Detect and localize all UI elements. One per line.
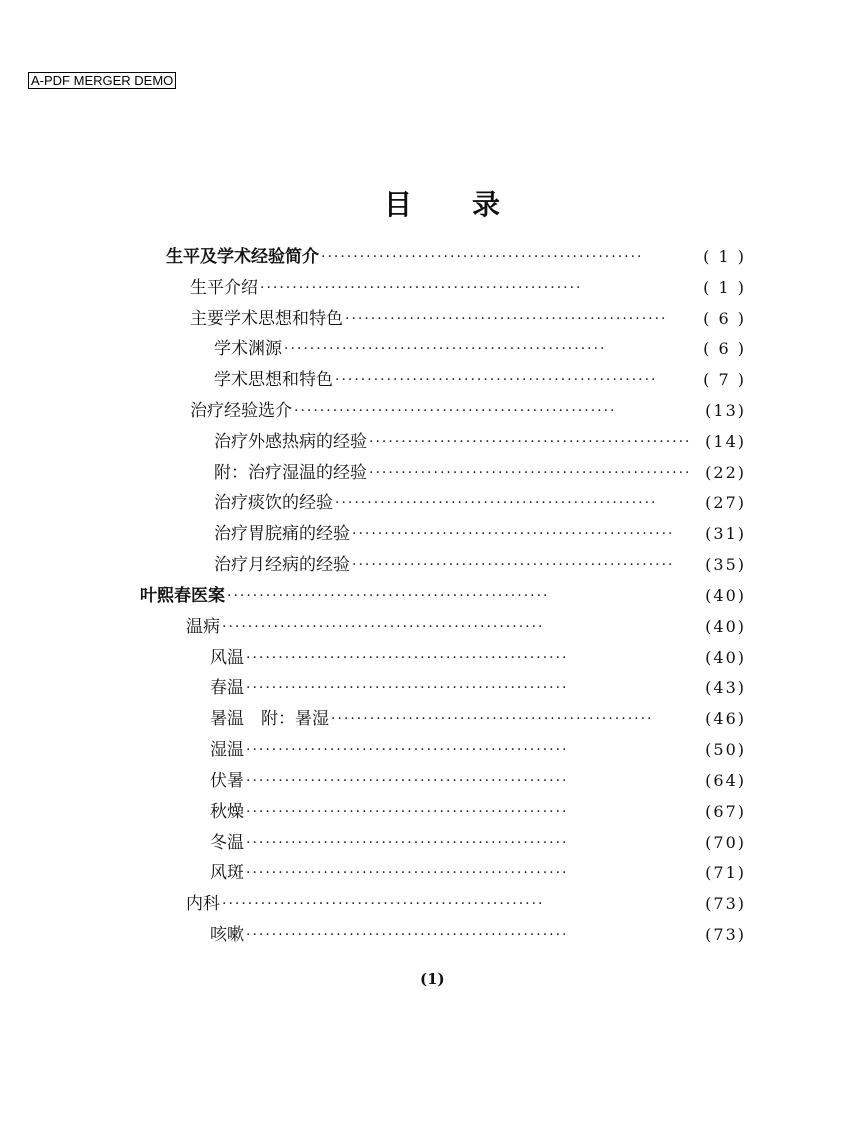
toc-leader-dots: ·················································· bbox=[246, 742, 569, 758]
toc-entry-page: (40) bbox=[705, 648, 746, 667]
toc-entry[interactable] bbox=[190, 397, 746, 425]
toc-entry-page: (73) bbox=[705, 925, 746, 944]
toc-entry[interactable] bbox=[214, 551, 746, 579]
toc-entry-label: 学术渊源 bbox=[214, 339, 282, 359]
toc-entry-page: (50) bbox=[705, 740, 746, 759]
toc-entry[interactable] bbox=[140, 582, 746, 610]
toc-entry[interactable] bbox=[190, 274, 746, 302]
toc-entry-page: (70) bbox=[705, 833, 746, 852]
toc-entry-label: 冬温 bbox=[210, 833, 244, 853]
toc-entry[interactable] bbox=[186, 890, 746, 918]
toc-leader-dots: ·················································· bbox=[246, 773, 569, 789]
toc-entry-page: ( 1 ) bbox=[703, 278, 746, 297]
toc-entry-label: 主要学术思想和特色 bbox=[190, 309, 343, 329]
toc-entry[interactable] bbox=[210, 644, 746, 672]
toc-entry-label: 伏暑 bbox=[210, 771, 244, 791]
watermark-stamp: A-PDF MERGER DEMO bbox=[28, 72, 176, 89]
toc-entry-page: (43) bbox=[705, 678, 746, 697]
toc-leader-dots: ·················································· bbox=[331, 711, 654, 727]
toc-entry-label: 内科 bbox=[186, 894, 220, 914]
toc-entry[interactable] bbox=[190, 305, 746, 333]
toc-entry-label: 附：治疗湿温的经验 bbox=[214, 463, 367, 483]
toc-entry-page: (40) bbox=[705, 617, 746, 636]
toc-entry-label: 咳嗽 bbox=[210, 925, 244, 945]
toc-entry[interactable] bbox=[210, 767, 746, 795]
toc-entry-label: 治疗月经病的经验 bbox=[214, 555, 350, 575]
toc-entry[interactable] bbox=[166, 243, 746, 271]
toc-leader-dots: ·················································· bbox=[369, 465, 692, 481]
toc-leader-dots: ·················································· bbox=[260, 280, 583, 296]
toc-entry[interactable] bbox=[210, 736, 746, 764]
page-title bbox=[384, 183, 500, 223]
toc-entry-page: (71) bbox=[705, 863, 746, 882]
toc-entry[interactable] bbox=[214, 459, 746, 487]
toc-entry-page: ( 6 ) bbox=[703, 309, 746, 328]
toc-leader-dots: ·················································· bbox=[345, 311, 668, 327]
title-char-2: 录 bbox=[472, 188, 501, 221]
toc-entry-page: (46) bbox=[705, 709, 746, 728]
toc-entry[interactable] bbox=[210, 859, 746, 887]
toc-entry-page: (27) bbox=[705, 493, 746, 512]
toc-entry[interactable] bbox=[186, 613, 746, 641]
toc-entry[interactable] bbox=[214, 428, 746, 456]
toc-entry-page: (67) bbox=[705, 802, 746, 821]
page-number: (1) bbox=[420, 970, 445, 988]
toc-entry-label: 生平介绍 bbox=[190, 278, 258, 298]
toc-entry-label: 风斑 bbox=[210, 863, 244, 883]
toc-leader-dots: ·················································· bbox=[246, 835, 569, 851]
toc-leader-dots: ·················································· bbox=[352, 557, 675, 573]
toc-entry[interactable] bbox=[214, 520, 746, 548]
toc-leader-dots: ·················································· bbox=[294, 403, 617, 419]
toc-entry-page: (22) bbox=[705, 463, 746, 482]
toc-entry-label: 温病 bbox=[186, 617, 220, 637]
toc-entry-page: (64) bbox=[705, 771, 746, 790]
toc-entry-page: (40) bbox=[705, 586, 746, 605]
toc-entry-label: 春温 bbox=[210, 678, 244, 698]
toc-entry[interactable] bbox=[210, 921, 746, 949]
toc-entry-page: ( 1 ) bbox=[703, 247, 746, 266]
toc-leader-dots: ·················································· bbox=[284, 341, 607, 357]
toc-entry-page: ( 7 ) bbox=[703, 370, 746, 389]
toc-leader-dots: ·················································· bbox=[369, 434, 692, 450]
toc-entry-page: ( 6 ) bbox=[703, 339, 746, 358]
toc-entry-page: (31) bbox=[705, 524, 746, 543]
toc-leader-dots: ·················································· bbox=[246, 865, 569, 881]
toc-entry[interactable] bbox=[214, 489, 746, 517]
toc-entry-label: 治疗经验选介 bbox=[190, 401, 292, 421]
toc-entry-label: 学术思想和特色 bbox=[214, 370, 333, 390]
toc-leader-dots: ·················································· bbox=[246, 650, 569, 666]
toc-leader-dots: ·················································· bbox=[246, 804, 569, 820]
toc-entry-label: 治疗胃脘痛的经验 bbox=[214, 524, 350, 544]
toc-entry-page: (35) bbox=[705, 555, 746, 574]
toc-leader-dots: ·················································· bbox=[246, 927, 569, 943]
toc-leader-dots: ·················································· bbox=[246, 680, 569, 696]
toc-leader-dots: ·················································· bbox=[321, 249, 644, 265]
toc-entry-label: 湿温 bbox=[210, 740, 244, 760]
toc-entry-label: 秋燥 bbox=[210, 802, 244, 822]
toc-entry[interactable] bbox=[214, 366, 746, 394]
title-char-1: 目 bbox=[384, 188, 413, 221]
toc-entry[interactable] bbox=[210, 705, 746, 733]
toc-leader-dots: ·················································· bbox=[222, 619, 545, 635]
toc-leader-dots: ·················································· bbox=[352, 526, 675, 542]
toc-entry[interactable] bbox=[210, 829, 746, 857]
toc-entry-label: 叶熙春医案 bbox=[140, 586, 225, 606]
toc-entry-page: (14) bbox=[705, 432, 746, 451]
toc-entry[interactable] bbox=[210, 674, 746, 702]
toc-entry-label: 生平及学术经验简介 bbox=[166, 247, 319, 267]
toc-entry-label: 治疗外感热病的经验 bbox=[214, 432, 367, 452]
toc-entry[interactable] bbox=[210, 798, 746, 826]
toc-leader-dots: ·················································· bbox=[222, 896, 545, 912]
toc-entry-page: (73) bbox=[705, 894, 746, 913]
toc-entry-label: 治疗痰饮的经验 bbox=[214, 493, 333, 513]
toc-leader-dots: ·················································· bbox=[335, 495, 658, 511]
toc-entry[interactable] bbox=[214, 335, 746, 363]
toc-leader-dots: ·················································· bbox=[227, 588, 550, 604]
toc-entry-page: (13) bbox=[705, 401, 746, 420]
toc-entry-label: 暑温 附：暑湿 bbox=[210, 709, 329, 729]
toc-leader-dots: ·················································· bbox=[335, 372, 658, 388]
toc-entry-label: 风温 bbox=[210, 648, 244, 668]
